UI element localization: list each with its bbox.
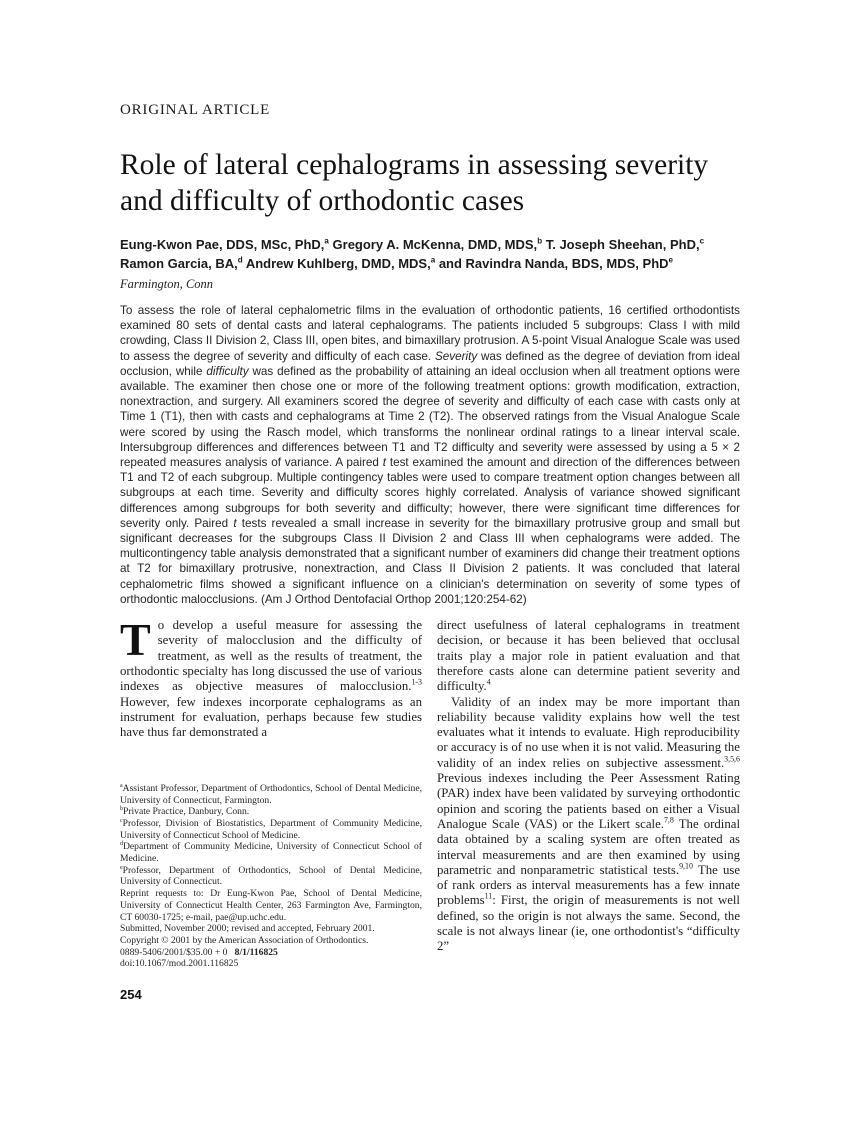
footnote-affiliation-e: $^e$Professor, Department of Orthodontics, School of Dental Medicine, University of Connecticut. xyxy=(120,864,422,888)
page-title: Role of lateral cephalograms in assessing severity and difficulty of orthodontic cases xyxy=(120,149,709,217)
two-column-body xyxy=(120,614,741,970)
footnote-affiliation-d: $^d$Department of Community Medicine, University of Connecticut School of Medicine. xyxy=(120,841,422,865)
footnote-affiliation-a: $^a$Assistant Professor, Department of Orthodontics, School of Dental Medicine, University of Connecticut, Farmington. xyxy=(120,782,422,806)
author-line-1: Eung-Kwon Pae, DDS, MSc, PhD,$^a$ Gregory A. McKenna, DMD, MDS,$^b$ T. Joseph Sheehan, PhD,$^c$ xyxy=(120,236,705,252)
body-paragraph-continuation: direct usefulness of lateral cephalograms in treatment decision, or because it has been believed that occlusal traits play a major role in patient evaluation and that therefore casts alone can determine patient severity and difficulty.$^4$ xyxy=(437,618,740,694)
page-content xyxy=(120,0,740,1002)
body-paragraph-intro xyxy=(120,614,422,740)
footnote-submission-dates: Submitted, November 2000; revised and accepted, February 2001. xyxy=(120,923,375,935)
abstract-paragraph: To assess the role of lateral cephalometric films in the evaluation of orthodontic patients, 16 certified orthodontists examined 80 sets of dental casts and lateral cephalograms. The patients included 5 subgroups: Class I with mild crowding, Class II Division 2, Class III, open bites, and bimaxillary protrusion. A 5-point Visual Analogue Scale was used to assess the degree of severity and difficulty of each case. Severity was defined as the degree of deviation from ideal occlusion, while difficulty was defined as the probability of attaining an ideal occlusion when all treatment options were available. The examiner then chose one or more of the following treatment options: growth modification, extraction, nonextraction, and surgery. All examiners scored the degree of severity and difficulty of each case with casts only at Time 1 (T1), then with casts and cephalograms at Time 2 (T2). The observed ratings from the Visual Analogue Scale were scored by using the Rasch model, which transforms the nonlinear ordinal ratings to a linear interval scale. Intersubgroup differences and differences between T1 and T2 difficulty and severity were assessed by using a 5 × 2 repeated measures analysis of variance. A paired t test examined the amount and direction of the differences between T1 and T2 of each subgroup. Multiple contingency tables were used to compare treatment option changes between all subgroups at each time. Severity and difficulty scores highly correlated. Analysis of variance showed significant differences among subgroups for both severity and difficulty; however, there were significant time differences for severity only. Paired t tests revealed a small increase in severity for the bimaxillary protrusive group and small but significant decreases for the subgroups Class II Division 2 and Class III when cephalograms were added. The multicontingency table analysis demonstrated that a significant number of examiners did change their treatment options at T2 for bimaxillary protrusive, nonextraction, and Class II Division 2 patients. It was concluded that lateral cephalometric films showed a significant influence on a clinician's determination on severity of some types of orthodontic malocclusions. (Am J Orthod Dentofacial Orthop 2001;120:254-62) xyxy=(120,304,741,606)
author-location: Farmington, Conn xyxy=(120,277,214,291)
body-paragraph-intro-text: o develop a useful measure for assessing the severity of malocclusion and the difficulty of treatment, as well as the results of treatment, the orthodontic specialty has long discussed the use of various indexes as objective measures of malocclusion.$^{1-3}$ However, few indexes incorporate cephalograms as an instrument for evaluation, perhaps because few studies have thus far demonstrated a xyxy=(120,618,422,740)
page-number: 254 xyxy=(120,987,142,1003)
body-column-left xyxy=(120,614,422,970)
footnote-affiliation-c: $^c$Professor, Division of Biostatistics, Department of Community Medicine, University of Connecticut School of Medicine. xyxy=(120,817,422,841)
article-type-label: ORIGINAL ARTICLE xyxy=(120,102,271,118)
author-byline xyxy=(120,236,740,273)
footnote-copyright: Copyright © 2001 by the American Association of Orthodontics. xyxy=(120,934,369,946)
footnote-affiliation-b: $^b$Private Practice, Danbury, Conn. xyxy=(120,806,250,818)
footnote-doi: doi:10.1067/mod.2001.116825 xyxy=(120,958,239,970)
footnotes-block xyxy=(120,783,422,970)
footnote-reprint-requests: Reprint requests to: Dr Eung-Kwon Pae, School of Dental Medicine, University of Connecticut Health Center, 263 Farmington Ave, Farmington, CT 60030-1725; e-mail, pae@up.uchc.edu. xyxy=(120,888,422,923)
drop-cap: T xyxy=(120,614,151,666)
body-column-right xyxy=(437,618,740,970)
footnote-issn-code: 0889-5406/2001/$35.00 + 0 8/1/116825 xyxy=(120,946,278,958)
body-paragraph-validity: Validity of an index may be more important than reliability because validity explains how well the test evaluates what it intends to evaluate. High reproducibility or accuracy is of no use when it is not valid. Measuring the validity of an index relies on subjective assessment.$^{3,5,6}$ Previous indexes including the Peer Assessment Rating (PAR) index have been validated by surveying orthodontic opinion and scoring the patients based on either a Visual Analogue Scale (VAS) or the Likert scale.$^{7,8}$ The ordinal data obtained by a scaling system are often treated as interval measurements and are then examined by using parametric and nonparametric statistical tests.$^{9,10}$ The use of rank orders as interval measurements has a few innate problems$^{11}$: First, the origin of measurements is not well defined, so the origin is not always the same. Second, the scale is not always linear (ie, one orthodontist's “difficulty 2” xyxy=(437,694,741,954)
author-line-2: Ramon Garcia, BA,$^d$ Andrew Kuhlberg, DMD, MDS,$^a$ and Ravindra Nanda, BDS, MDS, PhD$^e$ xyxy=(120,255,674,271)
